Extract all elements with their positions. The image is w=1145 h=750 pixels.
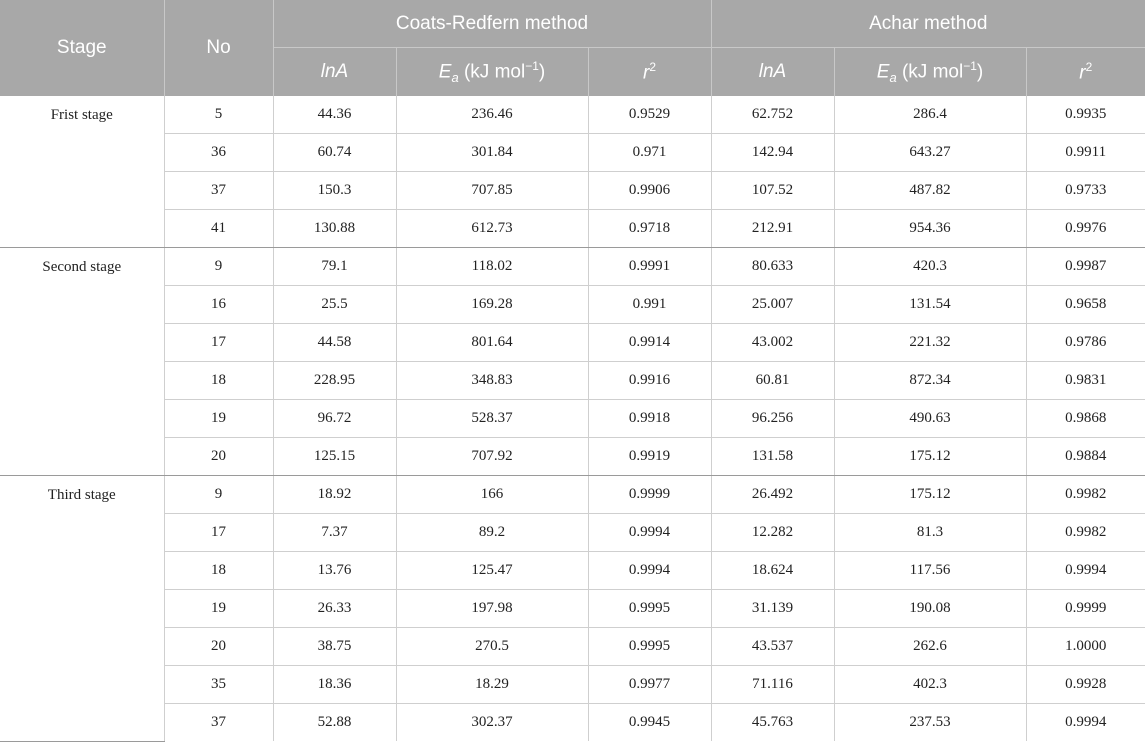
cell-ac-ea: 420.3	[834, 248, 1026, 286]
table-body	[0, 96, 1145, 741]
cell-cr-r2: 0.9977	[588, 666, 711, 704]
cell-cr-ea: 118.02	[396, 248, 588, 286]
cell-ac-ea: 872.34	[834, 362, 1026, 400]
header-no: No	[164, 0, 273, 96]
cell-ac-lna: 26.492	[711, 476, 834, 514]
cell-no: 16	[164, 286, 273, 324]
cell-cr-lna: 7.37	[273, 514, 396, 552]
cell-no: 20	[164, 628, 273, 666]
cell-cr-lna: 25.5	[273, 286, 396, 324]
cell-ac-ea: 131.54	[834, 286, 1026, 324]
table-row	[0, 438, 1145, 476]
cell-ac-ea: 237.53	[834, 704, 1026, 742]
cell-cr-lna: 130.88	[273, 210, 396, 248]
cell-ac-lna: 71.116	[711, 666, 834, 704]
cell-no: 35	[164, 666, 273, 704]
cell-cr-r2: 0.9994	[588, 514, 711, 552]
cell-cr-ea: 528.37	[396, 400, 588, 438]
table-row	[0, 96, 1145, 134]
cell-ac-r2: 0.9935	[1026, 96, 1145, 134]
cell-ac-r2: 0.9999	[1026, 590, 1145, 628]
cell-cr-lna: 18.36	[273, 666, 396, 704]
cell-ac-r2: 0.9884	[1026, 438, 1145, 476]
cell-cr-r2: 0.9995	[588, 590, 711, 628]
cell-cr-lna: 79.1	[273, 248, 396, 286]
cell-ac-r2: 0.9928	[1026, 666, 1145, 704]
cell-cr-ea: 707.85	[396, 172, 588, 210]
cell-cr-lna: 52.88	[273, 704, 396, 742]
cell-ac-lna: 12.282	[711, 514, 834, 552]
stage-label: Second stage	[0, 248, 164, 476]
cell-ac-lna: 43.002	[711, 324, 834, 362]
cell-no: 18	[164, 362, 273, 400]
cell-no: 19	[164, 400, 273, 438]
header-cr-r2: $r^2$	[588, 48, 711, 97]
table-row	[0, 172, 1145, 210]
table-row	[0, 628, 1145, 666]
cell-cr-ea: 801.64	[396, 324, 588, 362]
cell-cr-r2: 0.9999	[588, 476, 711, 514]
cell-ac-r2: 0.9868	[1026, 400, 1145, 438]
cell-cr-ea: 89.2	[396, 514, 588, 552]
table-header	[0, 0, 1145, 96]
cell-ac-lna: 96.256	[711, 400, 834, 438]
cell-cr-r2: 0.991	[588, 286, 711, 324]
cell-ac-r2: 0.9994	[1065, 714, 1107, 730]
cell-cr-r2: 0.9919	[588, 438, 711, 476]
table-row	[0, 590, 1145, 628]
header-achar: Achar method	[711, 0, 1145, 48]
table-row	[0, 134, 1145, 172]
cell-cr-ea: 125.47	[396, 552, 588, 590]
cell-ac-ea: 117.56	[834, 552, 1026, 590]
cell-ac-r2: 0.9786	[1026, 324, 1145, 362]
cell-cr-lna: 125.15	[273, 438, 396, 476]
cell-ac-lna: 18.624	[711, 552, 834, 590]
cell-cr-r2: 0.9991	[588, 248, 711, 286]
cell-no: 17	[164, 514, 273, 552]
cell-ac-ea: 286.4	[834, 96, 1026, 134]
table-row	[0, 324, 1145, 362]
cell-ac-ea: 221.32	[834, 324, 1026, 362]
cell-cr-lna: 150.3	[273, 172, 396, 210]
cell-ac-ea: 81.3	[834, 514, 1026, 552]
cell-no: 37	[164, 172, 273, 210]
cell-cr-r2: 0.9918	[588, 400, 711, 438]
header-ac-ea: $E_a$ (kJ mol$^{-1}$)	[834, 48, 1026, 97]
cell-cr-r2: 0.9945	[588, 704, 711, 742]
cell-cr-r2: 0.9906	[588, 172, 711, 210]
cell-ac-lna: 31.139	[711, 590, 834, 628]
cell-cr-lna: 228.95	[273, 362, 396, 400]
cell-ac-ea: 490.63	[834, 400, 1026, 438]
cell-cr-ea: 236.46	[396, 96, 588, 134]
cell-ac-ea: 402.3	[834, 666, 1026, 704]
table-row	[0, 362, 1145, 400]
cell-cr-r2: 0.9994	[588, 552, 711, 590]
cell-cr-r2: 0.9529	[588, 96, 711, 134]
table-row	[0, 704, 1145, 742]
cell-no: 41	[164, 210, 273, 248]
cell-ac-r2: 0.9911	[1026, 134, 1145, 172]
cell-ac-lna: 62.752	[711, 96, 834, 134]
cell-no: 36	[164, 134, 273, 172]
cell-ac-lna: 131.58	[711, 438, 834, 476]
header-cr-ea: $E_a$ (kJ mol$^{-1}$)	[396, 48, 588, 97]
cell-cr-ea: 707.92	[396, 438, 588, 476]
cell-ac-lna: 45.763	[711, 704, 834, 742]
cell-cr-lna: 44.58	[273, 324, 396, 362]
cell-ac-r2: 0.9994	[1026, 552, 1145, 590]
cell-cr-r2: 0.9916	[588, 362, 711, 400]
cell-ac-r2: 0.9831	[1026, 362, 1145, 400]
table-row	[0, 552, 1145, 590]
table-row	[0, 514, 1145, 552]
cell-cr-lna: 13.76	[273, 552, 396, 590]
cell-ac-lna: 142.94	[711, 134, 834, 172]
cell-ac-r2: 0.9987	[1026, 248, 1145, 286]
cell-ac-r2: 1.0000	[1026, 628, 1145, 666]
cell-no: 17	[164, 324, 273, 362]
cell-cr-r2: 0.9995	[588, 628, 711, 666]
stage-label: Frist stage	[0, 96, 164, 248]
cell-no: 19	[164, 590, 273, 628]
cell-cr-lna: 44.36	[273, 96, 396, 134]
header-coats-redfern: Coats-Redfern method	[273, 0, 711, 48]
cell-no: 5	[164, 96, 273, 134]
stage-label: Third stage	[0, 476, 164, 742]
cell-no: 9	[164, 248, 273, 286]
cell-cr-r2: 0.9718	[588, 210, 711, 248]
cell-cr-ea: 197.98	[396, 590, 588, 628]
cell-no: 37	[164, 704, 273, 742]
cell-no: 9	[164, 476, 273, 514]
cell-ac-ea: 175.12	[834, 438, 1026, 476]
cell-ac-ea: 954.36	[834, 210, 1026, 248]
cell-ac-lna: 25.007	[711, 286, 834, 324]
cell-ac-r2: 0.9733	[1026, 172, 1145, 210]
cell-ac-ea: 262.6	[834, 628, 1026, 666]
table-row	[0, 248, 1145, 286]
cell-cr-ea: 348.83	[396, 362, 588, 400]
table-row	[0, 476, 1145, 514]
header-ac-r2: $r^2$	[1026, 48, 1145, 97]
cell-ac-r2: 0.9982	[1026, 476, 1145, 514]
cell-cr-ea: 270.5	[396, 628, 588, 666]
cell-ac-lna: 107.52	[711, 172, 834, 210]
cell-cr-ea: 18.29	[396, 666, 588, 704]
header-ac-lna: lnA	[711, 48, 834, 97]
header-stage: Stage	[0, 0, 164, 96]
table-row	[0, 286, 1145, 324]
cell-ac-r2: 0.9976	[1026, 210, 1145, 248]
cell-ac-ea: 175.12	[834, 476, 1026, 514]
cell-cr-ea: 169.28	[396, 286, 588, 324]
cell-ac-lna: 43.537	[711, 628, 834, 666]
cell-ac-r2: 0.9982	[1026, 514, 1145, 552]
table-row	[0, 400, 1145, 438]
cell-ac-r2: 0.9658	[1026, 286, 1145, 324]
cell-ac-ea: 487.82	[834, 172, 1026, 210]
cell-ac-ea: 643.27	[834, 134, 1026, 172]
cell-no: 18	[164, 552, 273, 590]
cell-ac-lna: 80.633	[711, 248, 834, 286]
table-row	[0, 210, 1145, 248]
cell-no: 20	[164, 438, 273, 476]
cell-cr-lna: 18.92	[273, 476, 396, 514]
cell-cr-ea: 301.84	[396, 134, 588, 172]
cell-cr-lna: 26.33	[273, 590, 396, 628]
table-row	[0, 666, 1145, 704]
cell-cr-r2: 0.9914	[588, 324, 711, 362]
cell-ac-lna: 212.91	[711, 210, 834, 248]
cell-ac-ea: 190.08	[834, 590, 1026, 628]
cell-cr-ea: 612.73	[396, 210, 588, 248]
cell-cr-ea: 302.37	[396, 704, 588, 742]
cell-cr-lna: 38.75	[273, 628, 396, 666]
cell-cr-ea: 166	[396, 476, 588, 514]
cell-ac-lna: 60.81	[711, 362, 834, 400]
cell-cr-lna: 96.72	[273, 400, 396, 438]
cell-cr-r2: 0.971	[588, 134, 711, 172]
cell-cr-lna: 60.74	[273, 134, 396, 172]
header-cr-lna: lnA	[273, 48, 396, 97]
